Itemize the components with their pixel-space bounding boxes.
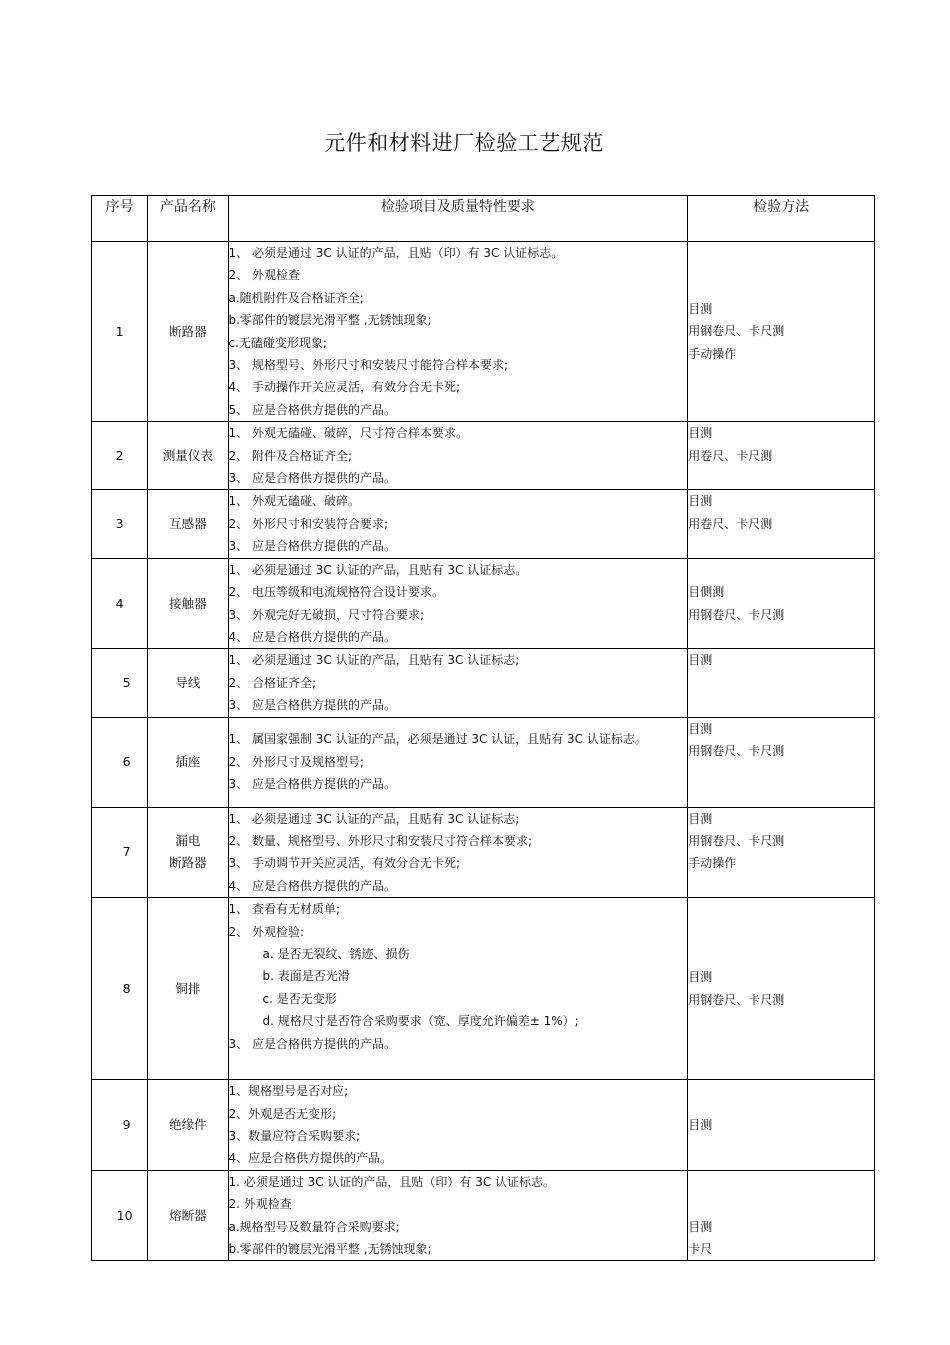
requirement-item: 2、 外形尺寸及规格型号; <box>228 754 364 769</box>
row-method <box>688 1170 875 1261</box>
row-requirements <box>228 717 688 807</box>
requirement-item: 3、 应是合格供方提供的产品。 <box>228 698 396 713</box>
method-item: 目侧测 <box>688 585 725 600</box>
row-product-name: 导线 <box>148 649 228 717</box>
row-product-name: 测量仪表 <box>148 422 228 490</box>
requirement-item: c. 是否无变形 <box>262 991 337 1006</box>
table-row <box>92 558 875 649</box>
method-item: 目测 <box>688 1219 713 1234</box>
requirement-item: 1、 属国家强制 3C 认证的产品，必须是通过 3C 认证，且贴有 3C 认证标志。 <box>228 732 647 747</box>
requirement-item: 2、 外观检查 <box>228 268 300 283</box>
requirement-item: 2、 附件及合格证齐全; <box>228 448 352 463</box>
row-requirements <box>228 807 688 898</box>
row-method <box>688 490 875 558</box>
method-item: 目测 <box>688 1117 713 1132</box>
row-product-name: 接触器 <box>148 558 228 649</box>
method-item: 手动操作 <box>688 346 737 361</box>
header-method: 检验方法 <box>688 196 875 242</box>
row-method <box>688 1080 875 1171</box>
row-no: 4 <box>92 558 148 649</box>
table-row <box>92 898 875 1080</box>
requirement-item: 1、 必须是通过 3C 认证的产品，且贴（印）有 3C 认证标志。 <box>228 246 564 260</box>
table-row <box>92 1170 875 1261</box>
page-title: 元件和材料进厂检验工艺规范 <box>324 131 604 155</box>
method-item: 用钢卷尺、卡尺测 <box>688 992 785 1007</box>
row-product-name: 绝缘件 <box>148 1080 228 1171</box>
method-item: 用钢卷尺、卡尺测 <box>688 743 785 758</box>
requirement-item: 1、 必须是通过 3C 认证的产品，且贴有 3C 认证标志; <box>228 811 520 826</box>
requirement-item: 4、 手动操作开关应灵活，有效分合无卡死; <box>228 380 460 395</box>
header-product-name: 产品名称 <box>148 196 228 242</box>
row-requirements <box>228 558 688 649</box>
method-item: 目测 <box>688 494 713 509</box>
requirement-item: 3、 应是合格供方提供的产品。 <box>228 777 396 792</box>
table-row <box>92 422 875 490</box>
row-no: 10 <box>92 1170 148 1261</box>
inspection-table <box>91 195 875 1261</box>
row-no: 8 <box>92 898 148 1080</box>
row-requirements <box>228 1080 688 1171</box>
requirement-item: 1、 必须是通过 3C 认证的产品，且贴有 3C 认证标志。 <box>228 562 528 577</box>
header-no: 序号 <box>92 196 148 242</box>
requirement-item: 2、 合格证齐全; <box>228 675 316 690</box>
requirement-item: 1. 必须是通过 3C 认证的产品，且贴（印）有 3C 认证标志。 <box>228 1174 556 1189</box>
requirement-item: 1、 外观无磕碰、破碎。 <box>228 494 360 509</box>
method-item: 目测 <box>688 970 713 985</box>
row-no: 9 <box>92 1080 148 1171</box>
requirement-item: 4、 应是合格供方提供的产品。 <box>228 629 396 644</box>
row-requirements <box>228 242 688 422</box>
requirement-item: 2、 外形尺寸和安装符合要求; <box>228 516 388 531</box>
requirement-item: 1、 必须是通过 3C 认证的产品，且贴有 3C 认证标志; <box>228 653 520 668</box>
header-requirements: 检验项目及质量特性要求 <box>228 196 688 242</box>
requirement-item: a.随机附件及合格证齐全; <box>228 290 364 305</box>
requirement-item: d. 规格尺寸是否符合采购要求（宽、厚度允许偏差± 1%）; <box>262 1014 579 1029</box>
requirement-item: 3、 规格型号、外形尺寸和安装尺寸能符合样本要求; <box>228 358 508 373</box>
table-row <box>92 649 875 717</box>
method-item: 目测 <box>688 302 713 317</box>
row-no: 5 <box>92 649 148 717</box>
method-item: 用钢卷尺、卡尺测 <box>688 324 785 339</box>
row-product-name: 熔断器 <box>148 1170 228 1261</box>
row-no: 3 <box>92 490 148 558</box>
row-requirements <box>228 649 688 717</box>
row-no: 2 <box>92 422 148 490</box>
method-item: 目测 <box>688 653 713 668</box>
requirement-item: b. 表面是否光滑 <box>262 969 350 984</box>
row-method <box>688 717 875 807</box>
requirement-item: 2、 数量、规格型号、外形尺寸和安装尺寸符合样本要求; <box>228 833 532 848</box>
row-requirements <box>228 490 688 558</box>
requirement-item: 3、 应是合格供方提供的产品。 <box>228 539 396 554</box>
table-row <box>92 1080 875 1171</box>
requirement-item: a.规格型号及数量符合采购要求; <box>228 1219 400 1234</box>
requirement-item: 4、应是合格供方提供的产品。 <box>228 1151 393 1166</box>
row-method <box>688 558 875 649</box>
row-method <box>688 422 875 490</box>
row-requirements <box>228 1170 688 1261</box>
row-no: 7 <box>92 807 148 898</box>
row-method <box>688 898 875 1080</box>
table-row <box>92 717 875 807</box>
method-item: 用卷尺、卡尺测 <box>688 516 773 531</box>
method-item: 用卷尺、卡尺测 <box>688 448 773 463</box>
row-no: 1 <box>92 242 148 422</box>
requirement-item: 3、 应是合格供方提供的产品。 <box>228 1036 396 1051</box>
requirement-item: 3、 外观完好无破损，尺寸符合要求; <box>228 607 424 622</box>
row-product-name: 铜排 <box>148 898 228 1080</box>
row-method <box>688 649 875 717</box>
row-product-name <box>148 807 228 898</box>
table-row <box>92 807 875 898</box>
requirement-item: 2、外观是否无变形; <box>228 1106 337 1121</box>
requirement-item: a. 是否无裂纹、锈迹、损伤 <box>262 946 410 961</box>
method-item: 目测 <box>688 811 713 826</box>
requirement-item: 5、 应是合格供方提供的产品。 <box>228 402 396 417</box>
row-no: 6 <box>92 717 148 807</box>
method-item: 目测 <box>688 721 713 736</box>
requirement-item: 1、规格型号是否对应; <box>228 1084 349 1099</box>
method-item: 手动操作 <box>688 856 737 871</box>
requirement-item: 2、 外观检验: <box>228 924 304 939</box>
row-method <box>688 807 875 898</box>
table-row <box>92 242 875 422</box>
row-method <box>688 242 875 422</box>
table-header-row <box>92 196 875 242</box>
row-product-name: 互感器 <box>148 490 228 558</box>
requirement-item: c.无磕碰变形现象; <box>228 335 327 350</box>
requirement-item: b.零部件的镀层光滑平整 ,无锈蚀现象; <box>228 313 432 328</box>
product-name-line: 断路器 <box>169 855 207 871</box>
row-requirements <box>228 422 688 490</box>
table-row <box>92 490 875 558</box>
method-item: 用钢卷尺、卡尺测 <box>688 833 785 848</box>
method-item: 目测 <box>688 426 713 441</box>
requirement-item: b.零部件的镀层光滑平整 ,无锈蚀现象; <box>228 1242 432 1256</box>
row-product-name: 断路器 <box>148 242 228 422</box>
requirement-item: 2、 电压等级和电流规格符合设计要求。 <box>228 585 444 600</box>
product-name-line: 漏电 <box>175 833 201 849</box>
method-item: 卡尺 <box>688 1242 713 1256</box>
requirement-item: 1、 外观无磕碰、破碎，尺寸符合样本要求。 <box>228 426 468 441</box>
requirement-item: 3、 手动调节开关应灵活，有效分合无卡死; <box>228 856 460 871</box>
requirement-item: 4、 应是合格供方提供的产品。 <box>228 878 396 893</box>
method-item: 用钢卷尺、卡尺测 <box>688 607 785 622</box>
requirement-item: 2. 外观检查 <box>228 1197 292 1212</box>
requirement-item: 3、 应是合格供方提供的产品。 <box>228 471 396 486</box>
requirement-item: 3、数量应符合采购要求; <box>228 1128 361 1143</box>
row-product-name: 插座 <box>148 717 228 807</box>
row-requirements <box>228 898 688 1080</box>
requirement-item: 1、 查看有无材质单; <box>228 902 340 917</box>
